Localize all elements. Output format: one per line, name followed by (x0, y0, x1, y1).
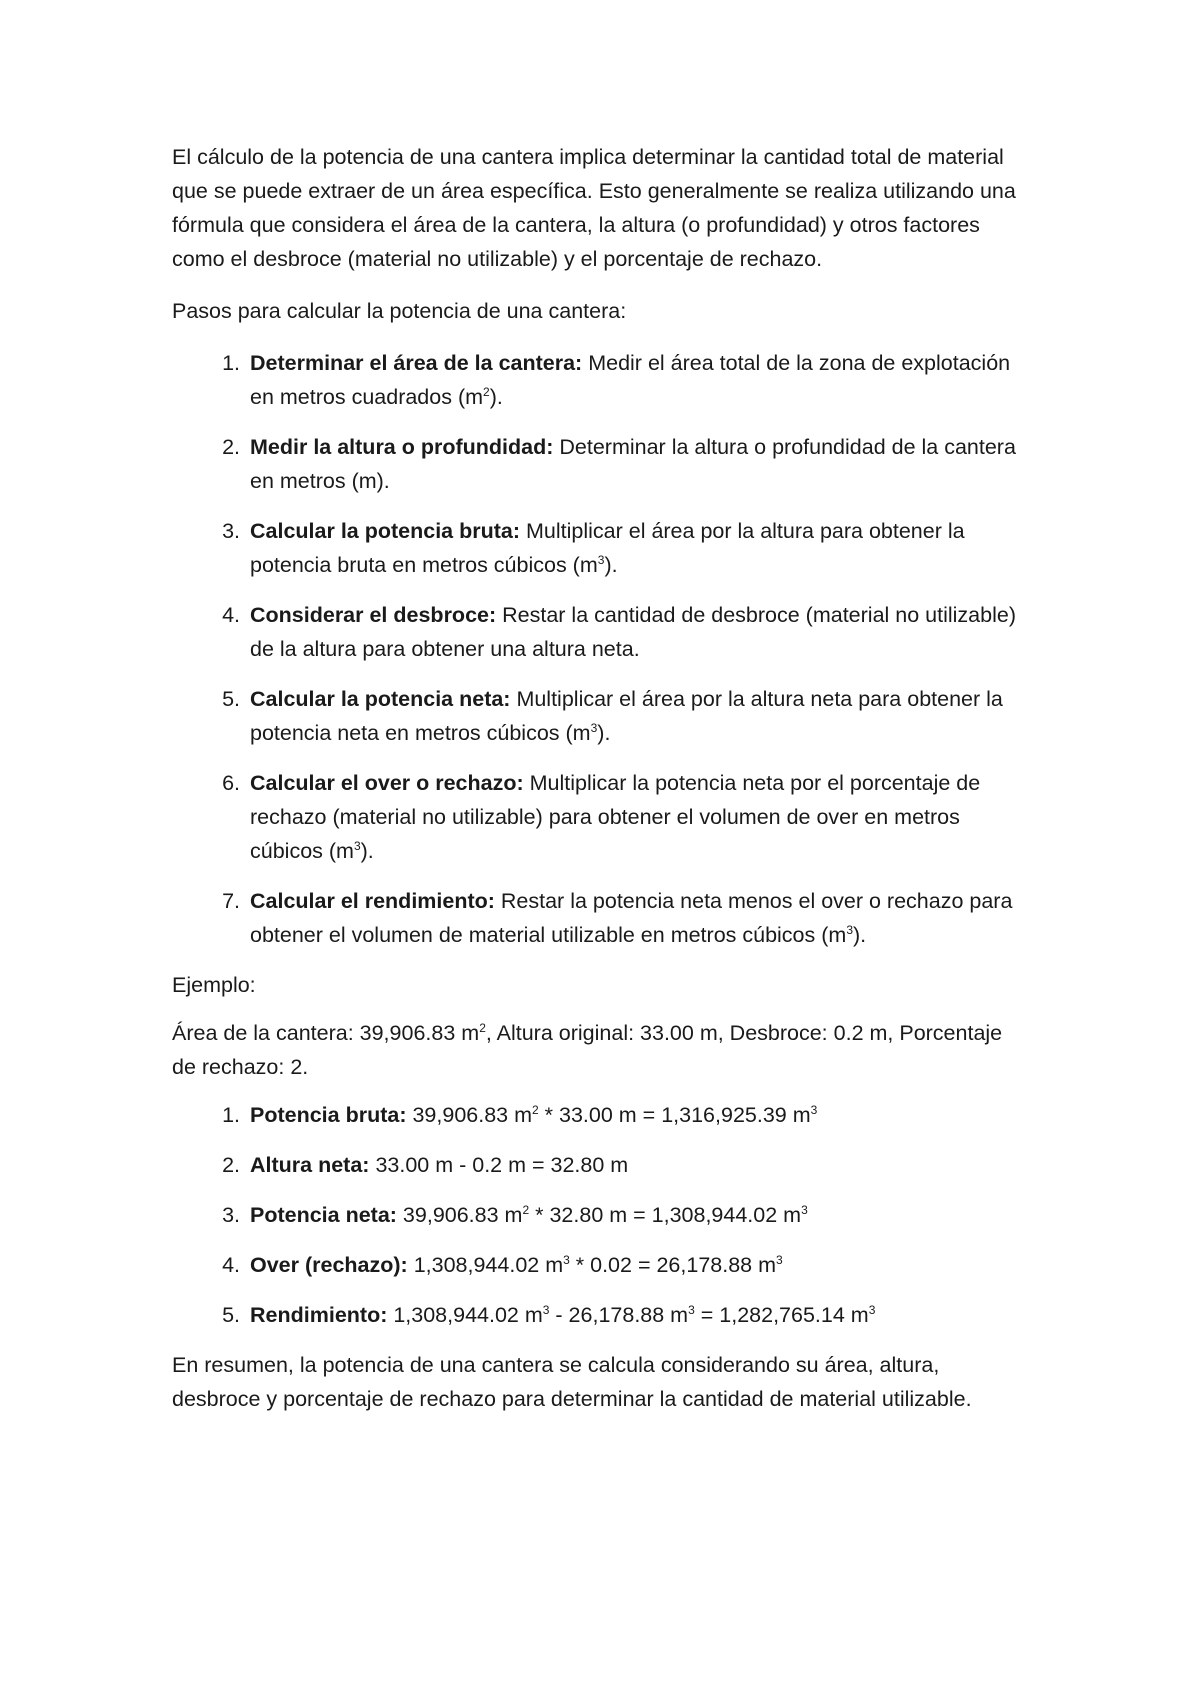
example-area: Área de la cantera: 39,906.83 m (172, 1021, 480, 1045)
example-step-title: Potencia bruta: (250, 1103, 407, 1127)
superscript: 2 (479, 1020, 486, 1035)
step-text: Medir el área total de la zona de explotación en metros cuadrados (m (250, 351, 1011, 409)
summary-paragraph: En resumen, la potencia de una cantera se calcula considerando su área, altura, desbroce y porcentaje de rechazo para determinar la cantidad de material utilizable. (172, 1353, 972, 1411)
list-item (246, 884, 1032, 952)
list-item (246, 1148, 1032, 1182)
step-title: Calcular el rendimiento: (250, 889, 495, 913)
step-title: Calcular el over o rechazo: (250, 771, 524, 795)
list-item (246, 1248, 1032, 1282)
step-title: Medir la altura o profundidad: (250, 435, 554, 459)
step-title: Calcular la potencia bruta: (250, 519, 521, 543)
superscript: 2 (532, 1102, 539, 1117)
step-text: Multiplicar el área por la altura para obtener la potencia bruta en metros cúbicos (m (250, 519, 965, 577)
list-item (246, 430, 1032, 498)
superscript: 3 (590, 720, 598, 735)
calc-part: 39,906.83 m (396, 1203, 523, 1227)
example-step-title: Potencia neta: (250, 1203, 397, 1227)
superscript: 3 (563, 1252, 570, 1267)
step-text: Restar la potencia neta menos el over o rechazo para obtener el volumen de material utilizable en metros cúbicos (m (250, 889, 1013, 947)
calc-part: 1,308,944.02 m (387, 1303, 543, 1327)
calc-part: * 0.02 = 26,178.88 m (569, 1253, 777, 1277)
step-tail: ). (604, 553, 618, 577)
step-title: Calcular la potencia neta: (250, 687, 511, 711)
step-tail: ). (853, 923, 867, 947)
step-tail: ). (489, 385, 503, 409)
list-item (246, 1198, 1032, 1232)
step-tail: ). (360, 839, 374, 863)
calc-part: * 32.80 m = 1,308,944.02 m (529, 1203, 802, 1227)
example-step-title: Altura neta: (250, 1153, 370, 1177)
step-title: Considerar el desbroce: (250, 603, 497, 627)
superscript: 3 (801, 1202, 808, 1217)
steps-list (172, 346, 1032, 952)
superscript: 3 (776, 1252, 783, 1267)
example-list (172, 1098, 1032, 1332)
document-page (172, 140, 1032, 1430)
superscript: 3 (688, 1302, 695, 1317)
superscript: 3 (868, 1302, 876, 1317)
calc-part: 39,906.83 m (406, 1103, 533, 1127)
list-item (246, 514, 1032, 582)
example-heading: Ejemplo: (172, 973, 256, 997)
calc-part: * 33.00 m = 1,316,925.39 m (538, 1103, 811, 1127)
step-tail: ). (597, 721, 611, 745)
list-item (246, 346, 1032, 414)
list-item (246, 1298, 1032, 1332)
list-item (246, 766, 1032, 868)
step-text: Multiplicar el área por la altura neta para obtener la potencia neta en metros cúbicos (m (250, 687, 1003, 745)
step-title: Determinar el área de la cantera: (250, 351, 583, 375)
superscript: 2 (483, 384, 490, 399)
list-item (246, 1098, 1032, 1132)
example-step-title: Over (rechazo): (250, 1253, 408, 1277)
step-text: Determinar la altura o profundidad de la cantera en metros (m). (250, 435, 1016, 493)
superscript: 3 (542, 1302, 550, 1317)
example-step-title: Rendimiento: (250, 1303, 388, 1327)
superscript: 3 (597, 552, 605, 567)
steps-heading: Pasos para calcular la potencia de una cantera: (172, 299, 627, 323)
calc-part: 1,308,944.02 m (407, 1253, 564, 1277)
calc-part: = 1,282,765.14 m (694, 1303, 869, 1327)
calc-part: 33.00 m - 0.2 m = 32.80 m (369, 1153, 629, 1177)
superscript: 3 (846, 922, 853, 937)
intro-paragraph: El cálculo de la potencia de una cantera implica determinar la cantidad total de material que se puede extraer de un área específica. Esto generalmente se realiza utilizando una fórmula que considera el área de la cantera, la altura (o profundidad) y otros factores como el desbroce (material no utilizable) y el porcentaje de rechazo. (172, 145, 1016, 271)
superscript: 2 (522, 1202, 530, 1217)
list-item (246, 598, 1032, 666)
list-item (246, 682, 1032, 750)
superscript: 3 (353, 838, 361, 853)
calc-part: - 26,178.88 m (549, 1303, 689, 1327)
example-parameters (172, 1016, 1032, 1084)
superscript: 3 (810, 1102, 818, 1117)
step-text: Multiplicar la potencia neta por el porcentaje de rechazo (material no utilizable) para obtener el volumen de over en metros cúbicos (m (250, 771, 981, 863)
step-text: Restar la cantidad de desbroce (material no utilizable) de la altura para obtener una altura neta. (250, 603, 1016, 661)
example-rest: , Altura original: 33.00 m, Desbroce: 0.2 m, Porcentaje de rechazo: 2. (172, 1021, 1003, 1079)
